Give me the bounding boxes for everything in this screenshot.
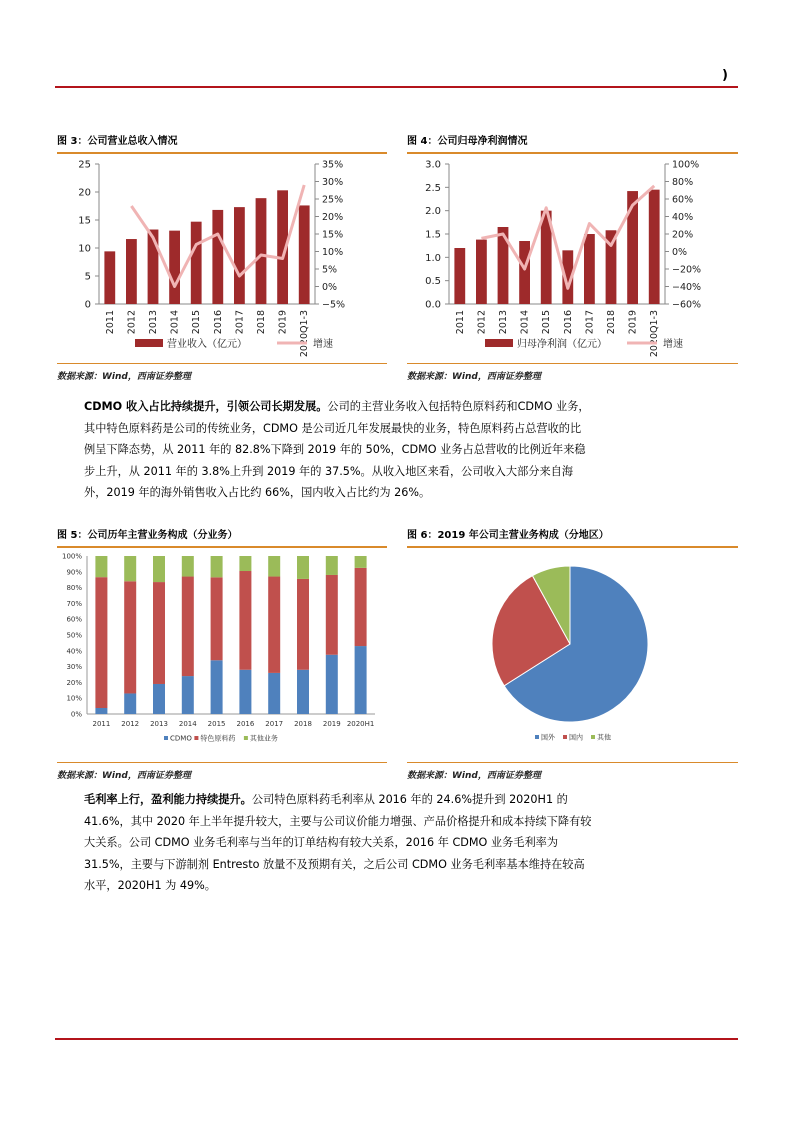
bar <box>126 239 137 304</box>
x-tick-label: 2019 <box>322 720 341 728</box>
stacked-bar-segment <box>211 660 223 714</box>
y2-tick-label: 35% <box>322 159 344 171</box>
y-tick-label: 0.5 <box>425 276 441 288</box>
x-tick-label: 2013 <box>498 310 509 335</box>
y2-tick-label: 80% <box>672 177 694 188</box>
y-tick-label: 1.5 <box>425 229 441 241</box>
figure-title: 图 5：公司历年主营业务构成（分业务） <box>57 530 238 541</box>
stacked-bar-segment <box>182 676 194 714</box>
y-tick-label: 20% <box>66 678 82 687</box>
x-tick-label: 2014 <box>169 310 181 335</box>
header-mark: ) <box>722 68 728 83</box>
legend-swatch <box>244 736 248 740</box>
x-tick-label: 2018 <box>294 720 312 728</box>
stacked-bar-segment <box>239 556 251 571</box>
bar <box>649 190 660 304</box>
y-tick-label: 15 <box>78 215 91 227</box>
y-tick-label: 0 <box>84 299 91 311</box>
legend-swatch <box>194 736 198 740</box>
y-tick-label: 30% <box>66 663 82 672</box>
y2-tick-label: 20% <box>322 212 344 223</box>
figure-title: 图 6：2019 年公司主营业务构成（分地区） <box>407 530 609 541</box>
stacked-bar-segment <box>355 568 367 646</box>
legend-swatch <box>535 735 539 739</box>
legend-label: 其他业务 <box>249 734 278 743</box>
stacked-bar-segment <box>182 556 194 577</box>
bar <box>454 248 465 304</box>
legend-label: 其他 <box>597 733 611 742</box>
stacked-bar-segment <box>297 670 309 714</box>
bar <box>584 234 595 304</box>
x-tick-label: 2017 <box>584 310 596 335</box>
x-tick-label: 2015 <box>191 310 203 335</box>
y-tick-label: 100% <box>61 552 82 561</box>
y2-tick-label: 40% <box>672 212 694 223</box>
stacked-bar-segment <box>153 582 165 684</box>
stacked-bar-segment <box>326 655 338 714</box>
net-profit-chart <box>407 154 738 359</box>
stacked-bar-segment <box>297 579 309 670</box>
x-tick-label: 2012 <box>121 720 140 728</box>
figure-title: 图 3：公司营业总收入情况 <box>57 136 178 147</box>
bar <box>169 231 180 304</box>
figure-source: 数据来源：Wind，西南证券整理 <box>57 372 191 382</box>
stacked-bar-segment <box>268 673 280 714</box>
y-tick-label: 5 <box>84 271 91 283</box>
bar <box>212 210 223 304</box>
figure-source: 数据来源：Wind，西南证券整理 <box>407 771 541 781</box>
x-tick-label: 2013 <box>150 720 168 728</box>
x-tick-label: 2016 <box>562 310 574 335</box>
y-tick-label: 10% <box>66 694 82 703</box>
y-tick-label: 3.0 <box>425 159 441 171</box>
stacked-bar-segment <box>182 577 194 677</box>
stacked-bar-segment <box>95 708 107 714</box>
x-tick-label: 2017 <box>234 310 246 335</box>
legend-bar-label: 归母净利润（亿元） <box>517 339 607 350</box>
y-tick-label: 2.0 <box>425 206 441 218</box>
stacked-bar-segment <box>124 556 136 581</box>
header-rule <box>55 86 738 88</box>
legend-bar-swatch <box>485 339 513 347</box>
figure-6 <box>407 528 738 781</box>
x-tick-label: 2014 <box>519 310 531 335</box>
paragraph-margin <box>84 789 592 897</box>
x-tick-label: 2011 <box>454 310 466 335</box>
y2-tick-label: −60% <box>672 299 702 311</box>
stacked-bar-segment <box>95 556 107 577</box>
x-tick-label: 2020Q1-3 <box>649 310 661 358</box>
y-tick-label: 25 <box>78 159 91 171</box>
legend-label: 特色原料药 <box>200 734 236 743</box>
legend-bar-swatch <box>135 339 163 347</box>
paragraph-body: 公司特色原料药毛利率从 2016 年的 24.6%提升到 2020H1 的 41.6%，其中 2020 年上半年提升较大，主要与公司议价能力增强、产品价格提升和成本持续下降有较大关系。公司 CDMO 业务毛利率与当年的订单结构有较大关系，2016 年 CDMO 业务毛利率为 31.5%，主要与下游制剂 Entresto 放量不及预期有关，之后公司 CDMO 业务毛利率基本维持在较高水平，2020H1 为 49%。 <box>84 793 592 892</box>
bar <box>299 205 310 304</box>
y-tick-label: 70% <box>66 599 82 608</box>
stacked-bar-segment <box>355 646 367 714</box>
bar <box>519 241 530 304</box>
x-tick-label: 2014 <box>178 720 197 728</box>
x-tick-label: 2016 <box>236 720 255 728</box>
stacked-bar-segment <box>297 556 309 579</box>
stacked-bar-segment <box>211 577 223 660</box>
x-tick-label: 2016 <box>212 310 224 335</box>
y-tick-label: 10 <box>78 243 91 255</box>
stacked-bar-segment <box>326 556 338 575</box>
legend-line-label: 增速 <box>663 339 683 350</box>
x-tick-label: 2020H1 <box>346 720 375 728</box>
x-tick-label: 2015 <box>541 310 553 335</box>
legend-bar-label: 营业收入（亿元） <box>167 339 247 350</box>
figure-source: 数据来源：Wind，西南证券整理 <box>57 771 191 781</box>
legend-label: CDMO <box>170 734 192 743</box>
business-composition-chart <box>57 548 387 758</box>
stacked-bar-segment <box>268 577 280 673</box>
stacked-bar-segment <box>326 575 338 655</box>
footer-rule <box>55 1038 738 1040</box>
figure-3 <box>57 134 387 382</box>
y2-tick-label: 60% <box>672 194 694 206</box>
y2-tick-label: 30% <box>322 177 344 188</box>
figure-source: 数据来源：Wind，西南证券整理 <box>407 372 541 382</box>
x-tick-label: 2012 <box>476 310 488 335</box>
figure-title: 图 4：公司归母净利润情况 <box>407 136 528 147</box>
y-tick-label: 0% <box>70 710 82 719</box>
stacked-bar-segment <box>153 684 165 714</box>
legend-swatch <box>164 736 168 740</box>
y2-tick-label: 15% <box>322 229 344 241</box>
stacked-bar-segment <box>239 571 251 670</box>
bar <box>234 207 245 304</box>
y-tick-label: 0.0 <box>425 299 441 311</box>
y-tick-label: 40% <box>66 647 82 656</box>
y-tick-label: 1.0 <box>425 252 441 264</box>
x-tick-label: 2011 <box>104 310 116 335</box>
figure-4 <box>407 134 738 382</box>
bar <box>476 240 487 304</box>
x-tick-label: 2018 <box>256 310 267 335</box>
x-tick-label: 2018 <box>606 310 617 335</box>
stacked-bar-segment <box>124 581 136 693</box>
bar <box>256 198 267 304</box>
x-tick-label: 2019 <box>627 310 639 335</box>
region-pie-chart <box>407 548 738 758</box>
stacked-bar-segment <box>95 577 107 708</box>
stacked-bar-segment <box>153 556 165 582</box>
x-tick-label: 2012 <box>126 310 138 335</box>
revenue-chart <box>57 154 387 359</box>
x-tick-label: 2017 <box>265 720 284 728</box>
stacked-bar-segment <box>211 556 223 577</box>
legend-swatch <box>591 735 595 739</box>
paragraph-lead: 毛利率上行，盈利能力持续提升。 <box>84 793 252 806</box>
y2-tick-label: 20% <box>672 229 694 241</box>
y2-tick-label: 0% <box>672 247 688 258</box>
y2-tick-label: −5% <box>322 299 346 311</box>
y2-tick-label: −20% <box>672 264 702 276</box>
y2-tick-label: −40% <box>672 282 702 293</box>
legend-label: 国内 <box>569 733 583 742</box>
paragraph-body: 公司的主营业务收入包括特色原料药和CDMO 业务，其中特色原料药是公司的传统业务，CDMO 是公司近几年发展最快的业务，特色原料药占总营收的比例呈下降态势，从 2011 年的 82.8%下降到 2019 年的 50%，CDMO 业务占总营收的比例近年来稳步上升，从 2011 年的 3.8%上升到 2019 年的 37.5%。从收入地区来看，公司收入大部分来自海外，2019 年的海外销售收入占比约 66%，国内收入占比约为 26%。 <box>84 400 590 499</box>
y-tick-label: 2.5 <box>425 182 441 194</box>
paragraph-cdmo <box>84 396 592 504</box>
y2-tick-label: 10% <box>322 247 344 258</box>
paragraph-lead: CDMO 收入占比持续提升，引领公司长期发展。 <box>84 400 328 413</box>
y2-tick-label: 100% <box>672 159 700 171</box>
stacked-bar-segment <box>124 693 136 714</box>
legend-label: 国外 <box>541 733 555 742</box>
x-tick-label: 2020Q1-3 <box>299 310 311 358</box>
x-tick-label: 2019 <box>277 310 289 335</box>
y-tick-label: 20 <box>78 187 91 199</box>
y2-tick-label: 0% <box>322 282 338 293</box>
y-tick-label: 50% <box>66 631 82 640</box>
y2-tick-label: 25% <box>322 194 344 206</box>
legend-line-label: 增速 <box>313 339 333 350</box>
y2-tick-label: 5% <box>322 264 338 276</box>
stacked-bar-segment <box>355 556 367 568</box>
bar <box>104 251 115 304</box>
stacked-bar-segment <box>268 556 280 577</box>
y-tick-label: 80% <box>66 584 82 593</box>
figure-5 <box>57 528 387 781</box>
stacked-bar-segment <box>239 670 251 714</box>
x-tick-label: 2015 <box>207 720 226 728</box>
y-tick-label: 90% <box>66 568 82 577</box>
legend-swatch <box>563 735 567 739</box>
y-tick-label: 60% <box>66 615 82 624</box>
bar <box>191 222 202 304</box>
x-tick-label: 2011 <box>92 720 111 728</box>
x-tick-label: 2013 <box>148 310 159 335</box>
